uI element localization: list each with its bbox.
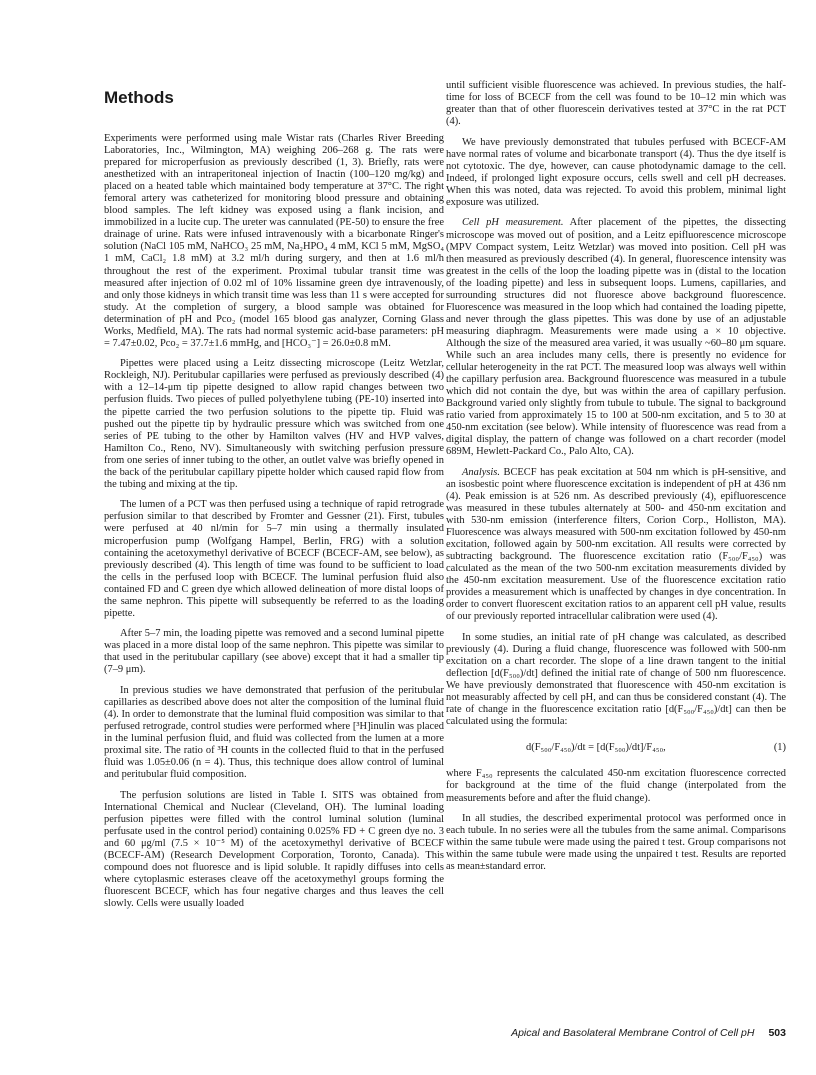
paragraph-analysis <box>446 467 786 624</box>
paragraph-initial-rate: In some studies, an initial rate of pH change was calculated, as described previously (4). During a fluid change, fluorescence was followed with 500-nm excitation on a chart recorder. The slope of a line drawn tangent to the initial deflection [d(F₅₀₀)/dt] defined the initial rate of change of 500 nm fluorescence. We have previously demonstrated that fluorescence with 450-nm excitation is not measurably affected by cell pH, and can thus be considered constant (4). The rate of change in the fluorescence excitation ratio [d(F₅₀₀/F₄₅₀)/dt] can then be calculated using the formula: <box>446 632 786 728</box>
equation-1 <box>446 742 786 754</box>
paragraph-previous-studies: In previous studies we have demonstrated that perfusion of the peritubular capillaries as described above does not alter the composition of the luminal fluid (4). In order to demonstrate that the luminal fluid composition was similar to that perfused retrograde, control studies were performed where [³H]inulin was placed in the luminal perfusion fluid, and fluid was collected from the lumen at a more proximal site. The ratio of ³H counts in the collected fluid to that in the perfused fluid was 1.05±0.06 (n = 4). Thus, this technique does allow control of luminal and peritubular fluid composition. <box>104 685 444 781</box>
paragraph-cell-ph-measurement <box>446 217 786 458</box>
page-footer <box>446 1027 786 1039</box>
right-column <box>446 80 786 882</box>
running-title: Apical and Basolateral Membrane Control of Cell pH <box>511 1027 755 1039</box>
paragraph-pipettes: Pipettes were placed using a Leitz dissecting microscope (Leitz Wetzlar, Rockleigh, NJ). Peritubular capillaries were perfused as previously described (4) with a 12–14-μm tip pipette designed to allow rapid changes between two perfusion fluids. Two pieces of pulled polyethylene tubing (PE-10) inserted into the pipette carried the two perfusion solutions to the pipette tip. Fluid was pushed out the pipette tip by hydraulic pressure which was switched from one series of PE tubing to the other by Hamilton valves (HV and HVP valves, Hamilton Co., Reno, NV). Simultaneously with switching perfusion pressure from one series of inner tubing to the other, an outlet valve was briefly opened in the back of the peritubular capillary pipette holder which caused rapid flow from the tubing and mixing at the tip. <box>104 358 444 490</box>
paragraph-statistics: In all studies, the described experimental protocol was performed once in each tubule. In no series were all the tubules from the same animal. Comparisons within the same tubule were made using the paired t test. Group comparisons not within the same tubule were made using the unpaired t test. Results are reported as mean±standard error. <box>446 813 786 873</box>
paragraph-f450-definition: where F₄₅₀ represents the calculated 450-nm excitation fluorescence corrected for background at the time of the fluid change (interpolated from the measurements before and after the fluid change). <box>446 768 786 804</box>
paragraph-perfusion-solutions: The perfusion solutions are listed in Table I. SITS was obtained from International Chemical and Nuclear (Cleveland, OH). The luminal loading perfusion pipettes were filled with the control luminal solution (luminal perfusate used in the control period) containing 0.025% FD + C green dye no. 3 and 60 μg/ml (7.5 × 10⁻⁵ M) of the acetoxymethyl derivative of BCECF (BCECF-AM) (Research Development Corporation, Toronto, Canada). This compound does not fluoresce and is lipid soluble. It rapidly diffuses into cells where cytoplasmic esterases cleave off the acetoxymethyl groups forming the fluorescent BCECF, which has four negative charges and thus leaves the cell slowly. Cells were usually loaded <box>104 789 444 910</box>
paragraph-second-pipette: After 5–7 min, the loading pipette was removed and a second luminal pipette was placed in a more distal loop of the same nephron. This pipette was similar to that used in the peritubular capillary (see above) except that it had a smaller tip (7–9 μm). <box>104 628 444 676</box>
run-in-title-analysis: Analysis. <box>462 466 500 478</box>
cell-ph-text: After placement of the pipettes, the dissecting microscope was moved out of position, and a Leitz epifluorescence microscope (MPV Compact system, Leitz Wetzlar) was moved into position. Cell pH was then measured as previously described (4). In general, fluorescence intensity was greatest in the cells of the loop the loading pipette was in (distal to the location of the loading pipette) and less in subsequent loops. Lumens, capillaries, and surrounding structures did not fluoresce above background fluorescence. Fluorescence was measured in the loop which had contained the loading pipette, and never through the glass pipettes. This was done by use of an adjustable measuring diaphragm. Measurements were made using a × 10 objective. Although the size of the measured area varied, it was usually ~60–80 μm square. While such an area includes many cells, there is presently no evidence for cellular heterogeneity in the rat PCT. The measured loop was always well within the capillary perfusion area. Background fluorescence was measured in a tubule which did not contain the dye, but was within the area of capillary perfusion. Background varied only slightly from tubule to tubule. The signal to background ratio varied from approximately 15 to 100 at 500-nm excitation, and 5 to 30 at 450-nm excitation (see below). While intensity of fluorescence was read from a digital display, the pattern of change was followed on a chart recorder (model 689M, Hewlett-Packard Co., Palo Alto, CA). <box>446 217 786 458</box>
paragraph-retrograde-perfusion: The lumen of a PCT was then perfused using a technique of rapid retrograde perfusion similar to that described by Fromter and Gessner (21). First, tubules were perfused at 40 nl/min for 5–7 min using a thermally insulated microperfusion pump (Wolfgang Hampel, Berlin, FRG) with a solution containing the acetoxymethyl derivative of BCECF (BCECF-AM, see below), as previously described (4). This length of time was found to be sufficient to load the cells in the perfused loop with BCECF. The luminal perfusion fluid also contained FD and C green dye which allowed delineation of more distal loops of the same nephron. This pipette will subsequently be referred to as the loading pipette. <box>104 499 444 619</box>
left-column <box>104 133 444 919</box>
page-number: 503 <box>768 1027 786 1039</box>
run-in-title-cell-ph: Cell pH measurement. <box>462 217 564 229</box>
equation-body: d(F₅₀₀/F₄₅₀)/dt = [d(F₅₀₀)/dt]/F₄₅₀, <box>526 742 666 754</box>
paragraph-cytotoxicity: We have previously demonstrated that tubules perfused with BCECF-AM have normal rates of volume and bicarbonate transport (4). Thus the dye itself is not cytotoxic. The dye, however, can cause photodynamic damage to the cell. Indeed, if prolonged light exposure occurs, cells swell and cell pH decreases. When this was noted, data was rejected. To avoid this problem, minimal light exposure was utilized. <box>446 136 786 208</box>
section-heading-methods: Methods <box>104 88 174 107</box>
analysis-text: BCECF has peak excitation at 504 nm which is pH-sensitive, and an isosbestic point where fluorescence excitation is independent of pH at 436 nm (4). Peak emission is at 526 nm. As described previously (4), epifluorescence was measured in these tubules alternately at 500- and 450-nm excitation and with 530-nm emission (interference filters, Corion Corp., Holliston, MA). Fluorescence was always measured with 500-nm excitation followed by 450-nm excitation, followed again by 500-nm excitation. All results were corrected by subtracting background. The fluorescence excitation ratio (F₅₀₀/F₄₅₀) was calculated as the mean of the two 500-nm excitation measurements divided by the 450-nm excitation measurement. Use of the fluorescence excitation ratio provides a measurement which is unaffected by changes in dye concentration. In order to convert fluorescent excitation ratios to an apparent cell pH value, results of our previously reported intracellular calibration were used (4). <box>446 466 786 623</box>
equation-number: (1) <box>773 742 786 754</box>
paragraph-animal-preparation: Experiments were performed using male Wistar rats (Charles River Breeding Laboratories, Inc., Wilmington, MA) weighing 206–268 g. The rats were prepared for microperfusion as previously described (1, 3). Briefly, rats were anesthetized with an intraperitoneal injection of Inactin (100–120 mg/kg) and placed on a heated table which maintained body temperature at 37°C. The right femoral artery was catheterized for monitoring blood pressure and obtaining blood samples. The left kidney was exposed using a flank incision, and immobilized in a lucite cup. The ureter was cannulated (PE-50) to ensure the free drainage of urine. Rats were infused intravenously with a bicarbonate Ringer's solution (NaCl 105 mM, NaHCO₃ 25 mM, Na₂HPO₄ 4 mM, KCl 5 mM, MgSO₄ 1 mM, CaCl₂ 1.8 mM) at 3.2 ml/h during surgery, and then at 1.6 ml/h throughout the rest of the experiment. Proximal tubular transit time was measured after injection of 0.02 ml of 10% lissamine green dye intravenously, and only those kidneys in which transit time was less than 11 s were accepted for study. At the completion of surgery, a blood sample was obtained for determination of pH and Pco₂ (model 165 blood gas analyzer, Corning Glass Works, Medfield, MA). The rats had normal systemic acid-base parameters: pH = 7.47±0.02, Pco₂ = 37.7±1.6 mmHg, and [HCO₃⁻] = 26.0±0.8 mM. <box>104 133 444 349</box>
paragraph-dye-loading: until sufficient visible fluorescence was achieved. In previous studies, the half-time for loss of BCECF from the cell was found to be 10–12 min which was greater than that of other fluorescein derivatives tested at 37°C in the rat PCT (4). <box>446 80 786 128</box>
